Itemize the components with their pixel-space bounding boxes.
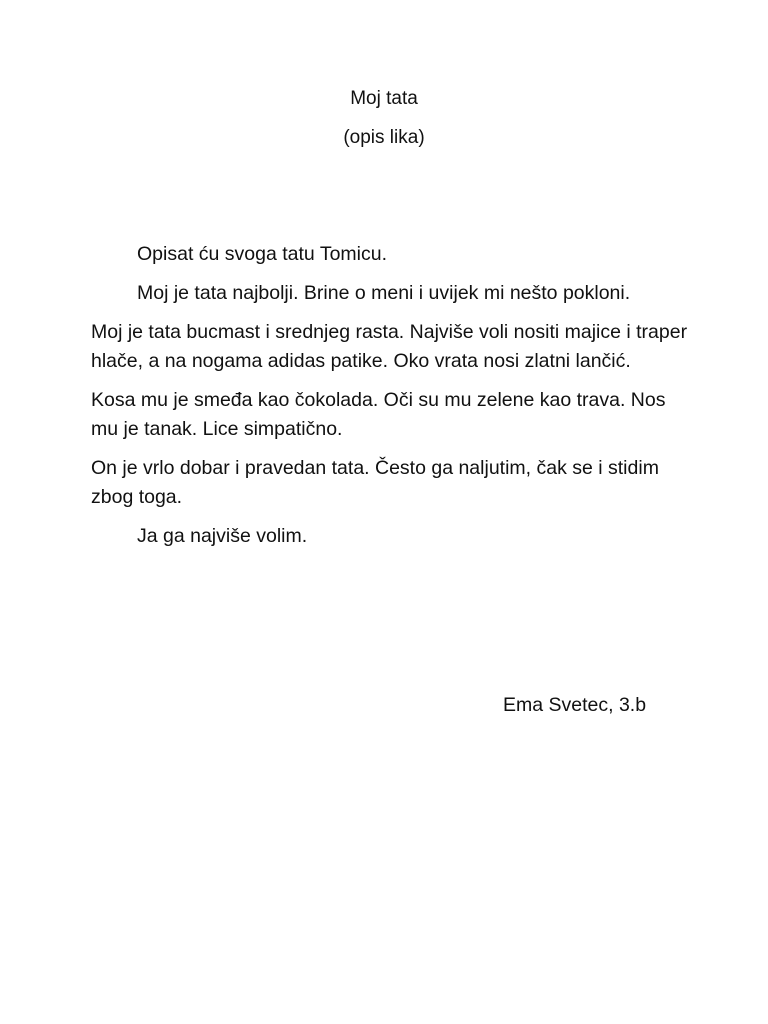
paragraph-best-dad: Moj je tata najbolji. Brine o meni i uvijek mi nešto pokloni. (137, 282, 631, 304)
document-title: Moj tata (350, 88, 418, 109)
paragraph-appearance: Moj je tata bucmast i srednjeg rasta. Najviše voli nositi majice i traper hlače, a na nogama adidas patike. Oko vrata nosi zlatni lančić. (91, 321, 688, 372)
paragraph-closing: Ja ga najviše volim. (137, 525, 308, 547)
essay-body (91, 240, 691, 561)
paragraph-intro: Opisat ću svoga tatu Tomicu. (137, 243, 388, 265)
paragraph-features: Kosa mu je smeđa kao čokolada. Oči su mu zelene kao trava. Nos mu je tanak. Lice simpatično. (91, 389, 666, 440)
document-subtitle: (opis lika) (343, 127, 425, 148)
paragraph-character: On je vrlo dobar i pravedan tata. Često ga naljutim, čak se i stidim zbog toga. (91, 457, 659, 508)
author-signature: Ema Svetec, 3.b (503, 694, 647, 716)
